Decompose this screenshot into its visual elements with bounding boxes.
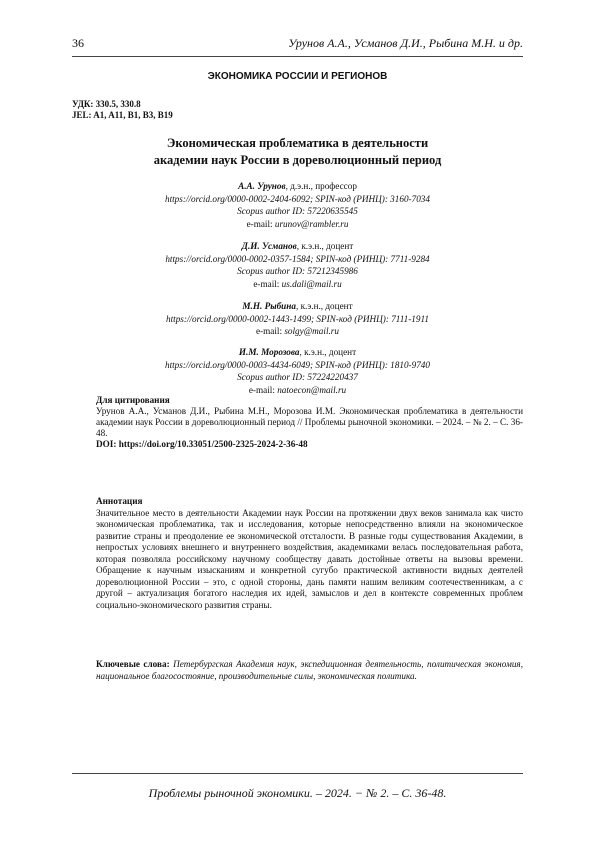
- author-name: И.М. Морозова: [238, 347, 300, 357]
- author-scopus: Scopus author ID: 57224220437: [237, 372, 358, 382]
- author-scopus: Scopus author ID: 57220635545: [237, 206, 358, 216]
- doi-link[interactable]: DOI: https://doi.org/10.33051/2500-2325-2024-2-36-48: [96, 439, 308, 449]
- author-email[interactable]: natoecon@mail.ru: [277, 384, 347, 395]
- running-header-authors: Урунов А.А., Усманов Д.И., Рыбина М.Н. и др.: [288, 36, 523, 50]
- section-title: ЭКОНОМИКА РОССИИ И РЕГИОНОВ: [207, 71, 388, 82]
- abstract-heading: Аннотация: [96, 496, 143, 506]
- author-email[interactable]: us.dali@mail.ru: [281, 278, 342, 289]
- journal-footer: Проблемы рыночной экономики. – 2024. − № 2. – С. 36-48.: [148, 786, 447, 800]
- author-role: , к.э.н., доцент: [295, 301, 353, 311]
- header-divider: [72, 56, 523, 57]
- author-orcid[interactable]: https://orcid.org/0000-0002-2404-6092; SPIN-код (РИНЦ): 3160-7034: [164, 193, 430, 204]
- author-role: , к.э.н., доцент: [299, 347, 357, 357]
- author-scopus: Scopus author ID: 57212345986: [237, 266, 358, 276]
- footer-divider: [72, 773, 523, 774]
- keywords-text: Петербургская Академия наук, экспедиционная деятельность, политическая экономия, национальное благосостояние, производительные силы, экономическая политика.: [96, 659, 524, 681]
- email-label: e-mail:: [246, 218, 275, 229]
- author-block: [110, 240, 485, 290]
- email-label: e-mail:: [256, 326, 285, 336]
- author-name: М.Н. Рыбина: [242, 301, 296, 311]
- author-orcid[interactable]: https://orcid.org/0000-0003-4434-6049; SPIN-код (РИНЦ): 1810-9740: [164, 359, 430, 370]
- email-label: e-mail:: [248, 384, 278, 395]
- author-name: Д.И. Усманов: [241, 241, 297, 251]
- author-role: , д.э.н., профессор: [285, 181, 357, 191]
- author-block: [110, 346, 485, 396]
- author-block: [110, 300, 485, 338]
- author-orcid[interactable]: https://orcid.org/0000-0002-1443-1499; SPIN-код (РИНЦ): 7111-1911: [166, 313, 429, 324]
- author-email[interactable]: urunov@rambler.ru: [274, 218, 349, 229]
- citation-text: Урунов А.А., Усманов Д.И., Рыбина М.Н., Морозова И.М. Экономическая проблематика в деятельности академии наук России в дореволюционный период // Проблемы рыночной экономики. – 2024. – № 2. – С. 36-48.: [96, 406, 523, 438]
- page-number: 36: [72, 36, 84, 50]
- citation-heading: Для цитирования: [96, 395, 170, 405]
- author-name: А.А. Урунов: [238, 181, 286, 191]
- article-title-line-2: академии наук России в дореволюционный период: [153, 153, 442, 167]
- classification-codes: [72, 99, 173, 121]
- keywords-label: Ключевые слова:: [96, 659, 174, 669]
- abstract-block: [96, 496, 523, 611]
- author-block: [110, 180, 485, 230]
- author-email[interactable]: solgy@mail.ru: [284, 326, 339, 336]
- abstract-text: Значительное место в деятельности Академии наук России на протяжении двух веков занимала как чисто экономическая проблематика, так и исследования, которые непосредственно влияли на экономическое развитие страны и преодоление ее экономической отсталости. В разные годы существования Академии, в непростых условиях внешнего и внутреннего воздействия, академиками велась последовательная работа, которая позволяла российскому научному сообществу давать достойные ответы на вызовы времени. Обращение к научным изысканиям и конкретной сугубо практической активности видных деятелей дореволюционной России – это, с одной стороны, дань памяти нашим великим соотечественникам, а с другой – актуализация богатого наследия их идей, замыслов и дел в контексте современных проблем социально-экономического развития страны.: [96, 507, 523, 610]
- email-label: e-mail:: [253, 278, 282, 289]
- author-orcid[interactable]: https://orcid.org/0000-0002-0357-1584; SPIN-код (РИНЦ): 7711-9284: [165, 253, 430, 264]
- article-title-line-1: Экономическая проблематика в деятельности: [166, 136, 429, 150]
- author-role: , к.э.н., доцент: [296, 241, 354, 251]
- keywords-block: [96, 659, 523, 682]
- citation-block: [96, 395, 523, 450]
- article-title: [72, 135, 523, 169]
- udk-code: УДК: 330.5, 330.8: [72, 99, 141, 109]
- jel-code: JEL: A1, A11, B1, B3, B19: [72, 110, 173, 120]
